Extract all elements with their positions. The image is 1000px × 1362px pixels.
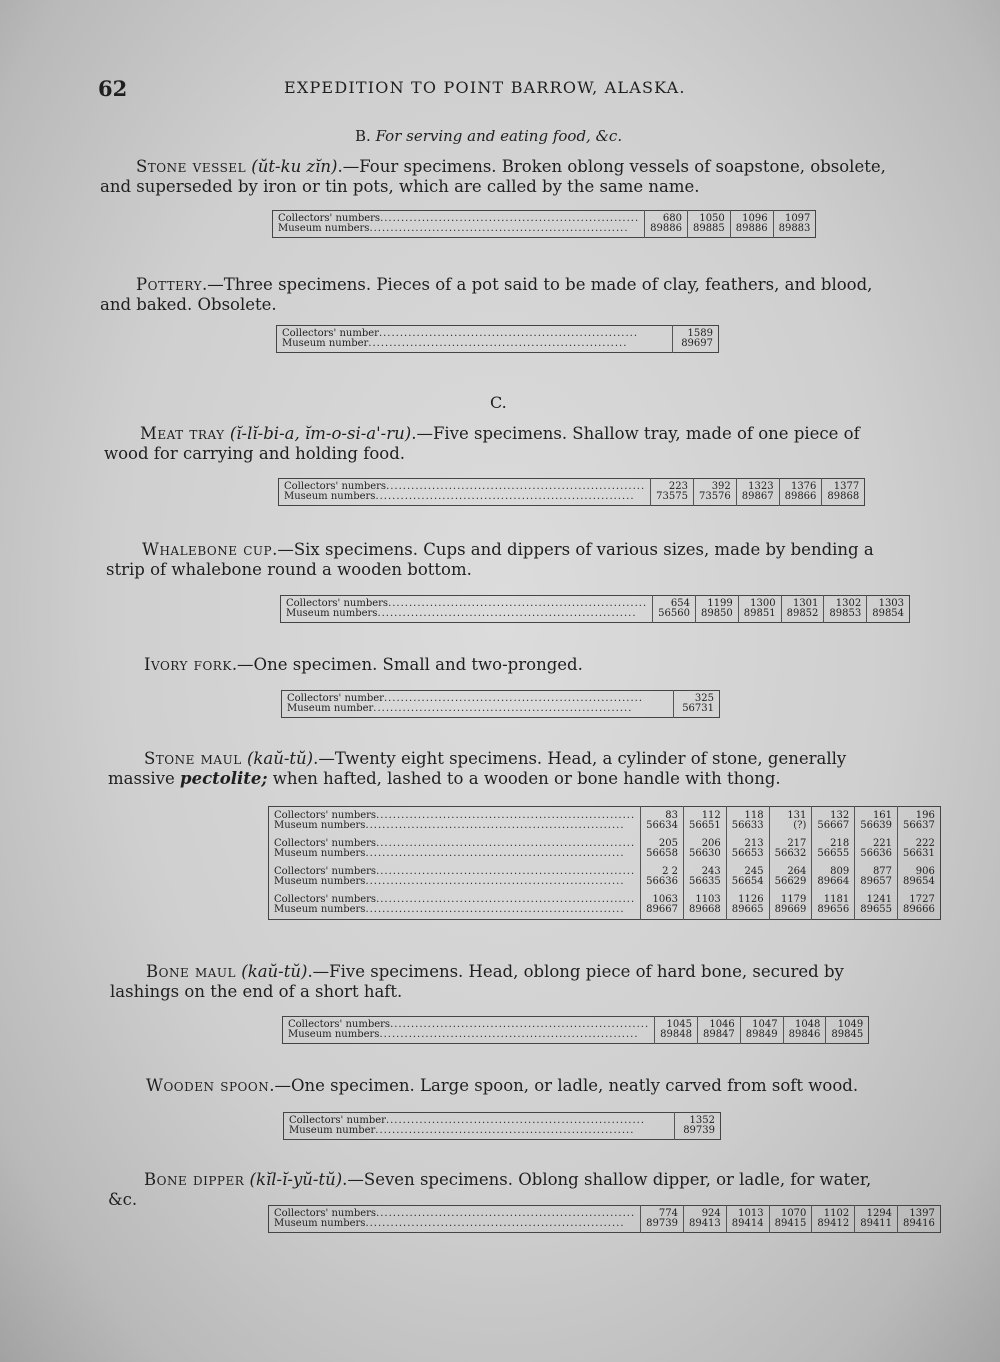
museum-number: 89667 bbox=[646, 904, 678, 915]
row-labels bbox=[277, 326, 673, 353]
specimen-table-stone-vessel bbox=[272, 210, 816, 238]
collectors-number: 1102 bbox=[823, 1208, 850, 1219]
collectors-number: 1103 bbox=[695, 894, 721, 905]
row-labels bbox=[281, 596, 653, 623]
entry-text-a: .—Twenty eight specimens. Head, a cylinder of stone, generally massive bbox=[108, 749, 847, 788]
section-b-heading bbox=[355, 127, 622, 145]
collectors-number: 222 bbox=[915, 838, 935, 849]
museum-number: 89657 bbox=[860, 876, 893, 887]
specimen-cell bbox=[726, 891, 769, 920]
specimen-cell bbox=[641, 891, 684, 920]
native-term: (ĭ-lĭ-bi-a, ĭm-o-si-a'-ru) bbox=[229, 424, 412, 443]
collectors-number: 1070 bbox=[780, 1208, 807, 1219]
collectors-number: 1097 bbox=[784, 213, 811, 224]
museum-number: 89847 bbox=[702, 1029, 735, 1040]
specimen-cell bbox=[651, 479, 694, 506]
collectors-number: 1301 bbox=[792, 598, 819, 609]
table-row bbox=[277, 326, 719, 353]
museum-number: 56630 bbox=[688, 848, 721, 859]
museum-number: 89669 bbox=[774, 904, 807, 915]
specimen-cell bbox=[653, 596, 696, 623]
museum-number: 89697 bbox=[681, 338, 713, 349]
specimen-cell bbox=[822, 479, 865, 506]
specimen-cell bbox=[898, 863, 941, 891]
native-term: (kaŭ-tŭ) bbox=[241, 962, 308, 981]
label-text: Museum numbers bbox=[274, 876, 366, 887]
specimen-cell bbox=[812, 807, 855, 836]
museum-number: 89850 bbox=[700, 608, 733, 619]
label-text: Collectors' numbers bbox=[274, 1208, 377, 1219]
row-labels bbox=[282, 691, 674, 718]
museum-number: (?) bbox=[793, 820, 807, 831]
museum-number: 56636 bbox=[646, 876, 678, 887]
label-text: Museum numbers bbox=[284, 491, 376, 502]
label-text: Collectors' numbers bbox=[286, 598, 389, 609]
native-term: (kĭl-ĭ-yŭ-tŭ) bbox=[249, 1170, 343, 1189]
museum-number: 89852 bbox=[786, 608, 819, 619]
museum-number: 89668 bbox=[688, 904, 721, 915]
museum-number: 89853 bbox=[829, 608, 862, 619]
museum-number: 89655 bbox=[860, 904, 893, 915]
table-row bbox=[283, 1017, 869, 1044]
entry-name: Wooden spoon bbox=[146, 1076, 270, 1095]
collectors-number: 1126 bbox=[738, 894, 764, 905]
specimen-cell bbox=[695, 596, 738, 623]
museum-number: 89739 bbox=[646, 1218, 678, 1229]
specimen-cell bbox=[683, 835, 726, 863]
specimen-cell bbox=[855, 835, 898, 863]
entry-text: .—Five specimens. Head, oblong piece of hard bone, secured by lashings on the end of a short haft. bbox=[110, 962, 844, 1001]
label-text: Collectors' numbers bbox=[274, 810, 377, 821]
specimen-cell bbox=[773, 211, 816, 238]
museum-number: 56651 bbox=[688, 820, 721, 831]
museum-number: 89666 bbox=[903, 904, 935, 915]
specimen-table-stone-maul bbox=[268, 806, 941, 920]
specimen-cell bbox=[726, 1206, 769, 1233]
label-text: Museum numbers bbox=[274, 820, 366, 831]
collectors-number: 1046 bbox=[709, 1019, 735, 1030]
collectors-number: 1199 bbox=[707, 598, 733, 609]
entry-name: Bone dipper bbox=[144, 1170, 245, 1189]
specimen-cell bbox=[855, 863, 898, 891]
collectors-number: 877 bbox=[872, 866, 893, 877]
specimen-cell bbox=[783, 1017, 826, 1044]
row-labels bbox=[269, 807, 641, 836]
specimen-cell bbox=[736, 479, 779, 506]
entry-stone-maul bbox=[108, 749, 898, 789]
specimen-cell bbox=[812, 835, 855, 863]
specimen-cell bbox=[726, 835, 769, 863]
specimen-cell bbox=[812, 891, 855, 920]
museum-number: 89851 bbox=[743, 608, 776, 619]
section-title: For serving and eating food, &c. bbox=[375, 127, 623, 145]
museum-number: 89414 bbox=[731, 1218, 764, 1229]
museum-number: 56636 bbox=[860, 848, 893, 859]
running-title: EXPEDITION TO POINT BARROW, ALASKA. bbox=[284, 78, 686, 97]
specimen-table-meat-tray bbox=[278, 478, 865, 506]
collectors-label: Collectors' numbers.............................................................. bbox=[286, 598, 648, 609]
museum-number: 56639 bbox=[860, 820, 893, 831]
museum-number: 56560 bbox=[658, 608, 690, 619]
specimen-cell bbox=[683, 891, 726, 920]
museum-number: 89883 bbox=[778, 223, 811, 234]
museum-number: 56731 bbox=[682, 703, 714, 714]
museum-label: Museum numbers.............................................................. bbox=[288, 1029, 639, 1040]
label-text: Museum number bbox=[287, 703, 374, 714]
collectors-label: Collectors' numbers.............................................................. bbox=[274, 866, 636, 877]
collectors-number: 213 bbox=[744, 838, 764, 849]
collectors-number: 83 bbox=[665, 810, 678, 821]
label-text: Museum numbers bbox=[274, 848, 366, 859]
specimen-cell bbox=[769, 863, 812, 891]
row-labels bbox=[273, 211, 645, 238]
collectors-number: 205 bbox=[658, 838, 678, 849]
specimen-table-ivory-fork bbox=[281, 690, 720, 718]
collectors-number: 131 bbox=[787, 810, 807, 821]
table-row bbox=[269, 807, 941, 836]
specimen-cell bbox=[812, 1206, 855, 1233]
collectors-number: 218 bbox=[830, 838, 850, 849]
museum-number: 56655 bbox=[817, 848, 850, 859]
page-number: 62 bbox=[98, 76, 128, 101]
label-text: Collectors' numbers bbox=[274, 838, 377, 849]
museum-number: 89739 bbox=[683, 1125, 715, 1136]
label-text: Collectors' number bbox=[287, 693, 384, 704]
specimen-cell bbox=[824, 596, 867, 623]
collectors-number: 1050 bbox=[699, 213, 725, 224]
collectors-number: 132 bbox=[830, 810, 850, 821]
museum-number: 89845 bbox=[831, 1029, 864, 1040]
collectors-number: 112 bbox=[701, 810, 721, 821]
entry-name: Whalebone cup bbox=[142, 540, 273, 559]
row-labels bbox=[269, 1206, 641, 1233]
specimen-cell bbox=[769, 891, 812, 920]
entry-text: .—Four specimens. Broken oblong vessels of soapstone, obsolete, and superseded by iron or tin pots, which are called by the same name. bbox=[100, 157, 886, 196]
collectors-number: 1397 bbox=[909, 1208, 935, 1219]
collectors-number: 1727 bbox=[909, 894, 935, 905]
collectors-number: 680 bbox=[662, 213, 682, 224]
label-text: Collectors' number bbox=[289, 1115, 386, 1126]
museum-label: Museum numbers.............................................................. bbox=[284, 491, 635, 502]
entry-pottery bbox=[100, 275, 895, 315]
label-text: Collectors' numbers bbox=[274, 894, 377, 905]
specimen-cell bbox=[769, 835, 812, 863]
specimen-cell bbox=[855, 807, 898, 836]
collectors-label: Collectors' number.............................................................. bbox=[287, 693, 644, 704]
collectors-number: 924 bbox=[701, 1208, 721, 1219]
collectors-number: 118 bbox=[744, 810, 764, 821]
entry-text: .—Three specimens. Pieces of a pot said to be made of clay, feathers, and blood, and baked. Obsolete. bbox=[100, 275, 873, 314]
collectors-label: Collectors' numbers.............................................................. bbox=[274, 1208, 636, 1219]
museum-number: 56667 bbox=[817, 820, 850, 831]
table-row bbox=[281, 596, 910, 623]
collectors-number: 1047 bbox=[752, 1019, 778, 1030]
table-row bbox=[273, 211, 816, 238]
entry-italic-word: pectolite; bbox=[180, 769, 268, 788]
collectors-label: Collectors' numbers.............................................................. bbox=[278, 213, 640, 224]
label-text: Collectors' numbers bbox=[288, 1019, 391, 1030]
label-text: Collectors' number bbox=[282, 328, 379, 339]
museum-number: 89886 bbox=[650, 223, 682, 234]
specimen-cell bbox=[898, 835, 941, 863]
row-labels bbox=[269, 863, 641, 891]
museum-number: 89664 bbox=[817, 876, 850, 887]
museum-label: Museum number.............................................................. bbox=[289, 1125, 635, 1136]
specimen-table-bone-maul bbox=[282, 1016, 869, 1044]
row-labels bbox=[269, 835, 641, 863]
museum-label: Museum numbers.............................................................. bbox=[274, 820, 625, 831]
entry-ivory-fork bbox=[108, 655, 898, 675]
entry-stone-vessel bbox=[100, 157, 895, 197]
collectors-number: 243 bbox=[701, 866, 721, 877]
section-letter: B. bbox=[355, 127, 371, 145]
table-row bbox=[269, 835, 941, 863]
museum-label: Museum numbers.............................................................. bbox=[278, 223, 629, 234]
museum-number: 89885 bbox=[692, 223, 725, 234]
museum-number: 89867 bbox=[741, 491, 774, 502]
specimen-cell bbox=[645, 211, 688, 238]
collectors-label: Collectors' numbers.............................................................. bbox=[288, 1019, 650, 1030]
collectors-number: 217 bbox=[787, 838, 807, 849]
museum-label: Museum numbers.............................................................. bbox=[274, 848, 625, 859]
label-text: Museum number bbox=[289, 1125, 376, 1136]
specimen-cell bbox=[693, 479, 736, 506]
collectors-number: 1241 bbox=[866, 894, 893, 905]
museum-number: 89854 bbox=[872, 608, 905, 619]
collectors-number: 1063 bbox=[652, 894, 678, 905]
collectors-label: Collectors' numbers.............................................................. bbox=[274, 838, 636, 849]
specimen-cell bbox=[769, 807, 812, 836]
collectors-number: 1589 bbox=[687, 328, 713, 339]
label-text: Museum number bbox=[282, 338, 369, 349]
specimen-cell bbox=[867, 596, 910, 623]
collectors-number: 1179 bbox=[780, 894, 807, 905]
entry-name: Pottery bbox=[136, 275, 203, 294]
entry-name: Bone maul bbox=[146, 962, 237, 981]
museum-number: 73576 bbox=[698, 491, 731, 502]
specimen-cell bbox=[730, 211, 773, 238]
specimen-cell bbox=[655, 1017, 698, 1044]
museum-number: 89656 bbox=[817, 904, 850, 915]
collectors-number: 774 bbox=[658, 1208, 678, 1219]
collectors-number: 1294 bbox=[866, 1208, 893, 1219]
collectors-label: Collectors' numbers.............................................................. bbox=[274, 810, 636, 821]
collectors-number: 196 bbox=[915, 810, 935, 821]
label-text: Collectors' numbers bbox=[274, 866, 377, 877]
museum-number: 56632 bbox=[774, 848, 807, 859]
entry-wooden-spoon bbox=[110, 1076, 900, 1096]
specimen-cell bbox=[687, 211, 730, 238]
table-row bbox=[269, 891, 941, 920]
museum-label: Museum number.............................................................. bbox=[282, 338, 628, 349]
entry-text: .—Seven specimens. Oblong shallow dipper, or ladle, for water, &c. bbox=[108, 1170, 872, 1209]
label-text: Museum numbers bbox=[286, 608, 378, 619]
museum-number: 89416 bbox=[903, 1218, 935, 1229]
collectors-number: 1300 bbox=[750, 598, 776, 609]
collectors-number: 1377 bbox=[833, 481, 860, 492]
label-text: Museum numbers bbox=[288, 1029, 380, 1040]
specimen-cell bbox=[683, 1206, 726, 1233]
museum-number: 73575 bbox=[656, 491, 688, 502]
row-labels bbox=[284, 1113, 675, 1140]
museum-number: 89411 bbox=[860, 1218, 893, 1229]
collectors-number: 809 bbox=[830, 866, 850, 877]
collectors-number: 1049 bbox=[837, 1019, 864, 1030]
collectors-label: Collectors' numbers.............................................................. bbox=[274, 894, 636, 905]
collectors-number: 1352 bbox=[689, 1115, 715, 1126]
table-row bbox=[269, 863, 941, 891]
collectors-label: Collectors' number.............................................................. bbox=[282, 328, 639, 339]
table-row bbox=[284, 1113, 721, 1140]
entry-text: .—Five specimens. Shallow tray, made of one piece of wood for carrying and holding food. bbox=[104, 424, 860, 463]
table-row bbox=[279, 479, 865, 506]
entry-bone-dipper bbox=[108, 1170, 898, 1210]
collectors-number: 1181 bbox=[823, 894, 850, 905]
label-text: Museum numbers bbox=[274, 904, 366, 915]
specimen-cell bbox=[855, 1206, 898, 1233]
collectors-number: 1013 bbox=[738, 1208, 764, 1219]
page-header bbox=[98, 76, 718, 106]
entry-text-b: when hafted, lashed to a wooden or bone handle with thong. bbox=[267, 769, 781, 788]
museum-number: 89413 bbox=[688, 1218, 721, 1229]
specimen-cell bbox=[683, 863, 726, 891]
museum-label: Museum number.............................................................. bbox=[287, 703, 633, 714]
museum-number: 89654 bbox=[903, 876, 935, 887]
specimen-cell bbox=[697, 1017, 740, 1044]
museum-number: 89846 bbox=[788, 1029, 821, 1040]
museum-number: 89868 bbox=[827, 491, 860, 502]
collectors-number: 906 bbox=[915, 866, 935, 877]
collectors-number: 161 bbox=[872, 810, 893, 821]
museum-label: Museum numbers.............................................................. bbox=[274, 1218, 625, 1229]
specimen-cell bbox=[641, 807, 684, 836]
specimen-cell bbox=[726, 863, 769, 891]
collectors-number: 221 bbox=[872, 838, 893, 849]
label-text: Museum numbers bbox=[278, 223, 370, 234]
native-term: (kaŭ-tŭ) bbox=[246, 749, 314, 768]
entry-text: .—One specimen. Large spoon, or ladle, neatly carved from soft wood. bbox=[269, 1076, 859, 1095]
specimen-table-bone-dipper bbox=[268, 1205, 941, 1233]
specimen-table-whalebone-cup bbox=[280, 595, 910, 623]
collectors-number: 392 bbox=[711, 481, 731, 492]
specimen-cell bbox=[898, 891, 941, 920]
row-labels bbox=[279, 479, 651, 506]
collectors-number: 1323 bbox=[748, 481, 774, 492]
collectors-number: 1376 bbox=[790, 481, 817, 492]
entry-whalebone-cup bbox=[106, 540, 896, 580]
specimen-cell bbox=[769, 1206, 812, 1233]
specimen-cell bbox=[738, 596, 781, 623]
museum-number: 89415 bbox=[774, 1218, 807, 1229]
entry-name: Meat tray bbox=[140, 424, 225, 443]
specimen-cell bbox=[779, 479, 822, 506]
entry-name: Stone vessel bbox=[136, 157, 247, 176]
collectors-number: 206 bbox=[701, 838, 721, 849]
collectors-label: Collectors' numbers.............................................................. bbox=[284, 481, 646, 492]
collectors-number: 654 bbox=[670, 598, 690, 609]
specimen-cell bbox=[781, 596, 824, 623]
museum-number: 89866 bbox=[784, 491, 817, 502]
collectors-number: 1303 bbox=[878, 598, 905, 609]
entry-text: .—One specimen. Small and two-pronged. bbox=[231, 655, 583, 674]
museum-number: 56634 bbox=[646, 820, 678, 831]
museum-number: 56653 bbox=[731, 848, 764, 859]
specimen-cell bbox=[683, 807, 726, 836]
collectors-number: 264 bbox=[787, 866, 807, 877]
museum-label: Museum numbers.............................................................. bbox=[274, 876, 625, 887]
collectors-number: 223 bbox=[668, 481, 688, 492]
specimen-cell bbox=[726, 807, 769, 836]
entry-meat-tray bbox=[104, 424, 896, 464]
museum-number: 89665 bbox=[731, 904, 764, 915]
section-c-heading: C. bbox=[490, 393, 507, 412]
collectors-number: 1096 bbox=[742, 213, 768, 224]
museum-number: 56635 bbox=[688, 876, 721, 887]
specimen-cell bbox=[898, 807, 941, 836]
row-labels bbox=[283, 1017, 655, 1044]
specimen-cell bbox=[672, 326, 718, 353]
collectors-number: 1302 bbox=[835, 598, 862, 609]
specimen-cell bbox=[812, 863, 855, 891]
collectors-number: 1045 bbox=[666, 1019, 692, 1030]
specimen-cell bbox=[740, 1017, 783, 1044]
specimen-cell bbox=[826, 1017, 869, 1044]
collectors-label: Collectors' number.............................................................. bbox=[289, 1115, 646, 1126]
label-text: Collectors' numbers bbox=[284, 481, 387, 492]
museum-number: 56629 bbox=[774, 876, 807, 887]
museum-number: 56654 bbox=[731, 876, 764, 887]
table-row bbox=[269, 1206, 941, 1233]
museum-number: 56637 bbox=[903, 820, 935, 831]
museum-number: 89886 bbox=[735, 223, 768, 234]
museum-label: Museum numbers.............................................................. bbox=[286, 608, 637, 619]
entry-name: Stone maul bbox=[144, 749, 242, 768]
entry-name: Ivory fork bbox=[144, 655, 232, 674]
specimen-table-pottery bbox=[276, 325, 719, 353]
collectors-number: 2 2 bbox=[662, 866, 678, 877]
entry-text: .—Six specimens. Cups and dippers of various sizes, made by bending a strip of whalebone round a wooden bottom. bbox=[106, 540, 874, 579]
collectors-number: 1048 bbox=[794, 1019, 821, 1030]
row-labels bbox=[269, 891, 641, 920]
museum-number: 89412 bbox=[817, 1218, 850, 1229]
museum-number: 56658 bbox=[646, 848, 678, 859]
table-row bbox=[282, 691, 720, 718]
specimen-cell bbox=[855, 891, 898, 920]
label-text: Collectors' numbers bbox=[278, 213, 381, 224]
museum-number: 56633 bbox=[731, 820, 764, 831]
specimen-cell bbox=[641, 835, 684, 863]
specimen-cell bbox=[641, 863, 684, 891]
museum-label: Museum numbers.............................................................. bbox=[274, 904, 625, 915]
label-text: Museum numbers bbox=[274, 1218, 366, 1229]
collectors-number: 245 bbox=[744, 866, 764, 877]
specimen-cell bbox=[675, 1113, 721, 1140]
museum-number: 89848 bbox=[660, 1029, 692, 1040]
specimen-cell bbox=[898, 1206, 941, 1233]
specimen-cell bbox=[641, 1206, 684, 1233]
specimen-cell bbox=[674, 691, 720, 718]
native-term: (ŭt-ku zĭn) bbox=[251, 157, 338, 176]
specimen-table-wooden-spoon bbox=[283, 1112, 721, 1140]
museum-number: 89849 bbox=[745, 1029, 778, 1040]
collectors-number: 325 bbox=[694, 693, 714, 704]
museum-number: 56631 bbox=[903, 848, 935, 859]
entry-bone-maul bbox=[110, 962, 900, 1002]
